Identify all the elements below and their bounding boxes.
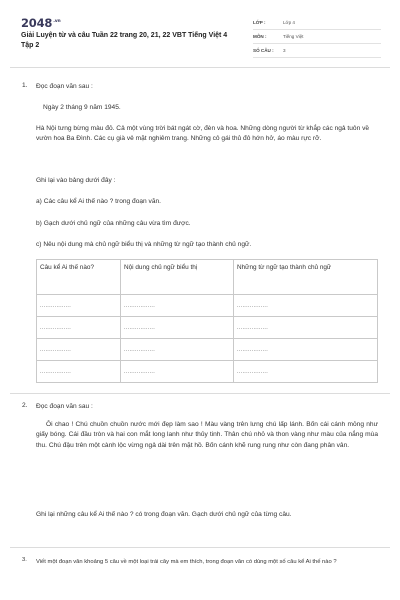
meta-value: Lớp 4 bbox=[283, 20, 295, 25]
table-cell[interactable]: ................. bbox=[37, 295, 121, 317]
question-1-number: 1. bbox=[22, 82, 28, 89]
question-2-passage: Ôi chao ! Chú chuồn chuồn nước mới đẹp làm sao ! Màu vàng trên lưng chú lấp lánh. Bốn cái cánh mỏng như giấy bóng. Cái đầu tròn và hai con mắt long lanh như thủy tinh. Thân chú nhỏ và thon vàng như màu của nắng mùa thu. Chú đậu trên một cành lộc vừng ngả dài trên mặt hồ. Bốn cánh khẽ rung rung như còn đang phân vân. bbox=[36, 421, 378, 449]
table-cell[interactable]: ................. bbox=[234, 295, 378, 317]
table-cell[interactable]: ................. bbox=[234, 317, 378, 339]
meta-row-subject bbox=[253, 30, 381, 44]
question-2-instruction: Ghi lại những câu kể Ai thế nào ? có trong đoạn văn. Gạch dưới chủ ngữ của từng câu. bbox=[36, 511, 292, 518]
logo-text: 2048 bbox=[21, 16, 53, 30]
meta-key: SỐ CÂU : bbox=[253, 48, 274, 53]
table-header-cell: Những từ ngữ tạo thành chủ ngữ bbox=[234, 260, 378, 295]
document-title: Giải Luyện từ và câu Tuần 22 trang 20, 21, 22 VBT Tiếng Việt 4 Tập 2 bbox=[21, 32, 228, 49]
table-cell[interactable]: ................. bbox=[37, 317, 121, 339]
question-separator bbox=[10, 393, 390, 394]
meta-key: MÔN : bbox=[253, 34, 267, 39]
question-1-part-a: a) Các câu kể Ai thế nào ? trong đoạn văn. bbox=[36, 198, 161, 205]
question-2-prompt: Đọc đoạn văn sau : bbox=[36, 403, 93, 410]
question-1-passage: Hà Nội tưng bừng màu đỏ. Cả một vùng trời bát ngát cờ, đèn và hoa. Những dòng người từ khắp các ngả tuôn về vườn hoa Ba Đình. Các cụ già vẻ mặt nghiêm trang. Những cô gái thủ đô hớn hở, áo màu rực rỡ. bbox=[36, 125, 370, 143]
table-cell[interactable]: ................. bbox=[121, 361, 234, 383]
answer-table bbox=[36, 259, 378, 383]
meta-row-count bbox=[253, 44, 381, 58]
meta-panel bbox=[253, 16, 381, 58]
table-row bbox=[37, 361, 378, 383]
document-header bbox=[0, 0, 400, 62]
table-cell[interactable]: ................. bbox=[234, 361, 378, 383]
table-cell[interactable]: ................. bbox=[37, 361, 121, 383]
question-1-part-b: b) Gạch dưới chủ ngữ của những câu vừa tìm được. bbox=[36, 220, 191, 227]
meta-value: 3 bbox=[283, 48, 286, 53]
table-header-cell: Câu kể Ai thế nào? bbox=[37, 260, 121, 295]
meta-key: LỚP : bbox=[253, 20, 266, 25]
meta-value: Tiếng Việt bbox=[283, 34, 304, 39]
table-row bbox=[37, 317, 378, 339]
table-header-cell: Nội dung chủ ngữ biểu thị bbox=[121, 260, 234, 295]
site-logo[interactable] bbox=[21, 16, 60, 30]
question-3-prompt: Viết một đoạn văn khoảng 5 câu về một loại trái cây mà em thích, trong đoạn văn có dùng một số câu kể Ai thế nào ? bbox=[36, 559, 337, 565]
table-cell[interactable]: ................. bbox=[121, 295, 234, 317]
table-header-row bbox=[37, 260, 378, 295]
question-1-date: Ngày 2 tháng 9 năm 1945. bbox=[43, 104, 121, 111]
header-divider bbox=[10, 67, 390, 68]
question-1-part-c: c) Nêu nội dung mà chủ ngữ biểu thị và những từ ngữ tạo thành chủ ngữ. bbox=[36, 241, 252, 248]
table-cell[interactable]: ................. bbox=[37, 339, 121, 361]
table-cell[interactable]: ................. bbox=[121, 317, 234, 339]
table-row bbox=[37, 339, 378, 361]
meta-row-class bbox=[253, 16, 381, 30]
question-3-number: 3. bbox=[22, 557, 27, 563]
question-1-prompt: Đọc đoạn văn sau : bbox=[36, 83, 93, 90]
table-cell[interactable]: ................. bbox=[234, 339, 378, 361]
question-2-number: 2. bbox=[22, 402, 28, 409]
logo-suffix: .vn bbox=[53, 19, 61, 25]
question-separator bbox=[10, 547, 390, 548]
question-1-instruction: Ghi lại vào bảng dưới đây : bbox=[36, 177, 116, 184]
table-cell[interactable]: ................. bbox=[121, 339, 234, 361]
table-row bbox=[37, 295, 378, 317]
